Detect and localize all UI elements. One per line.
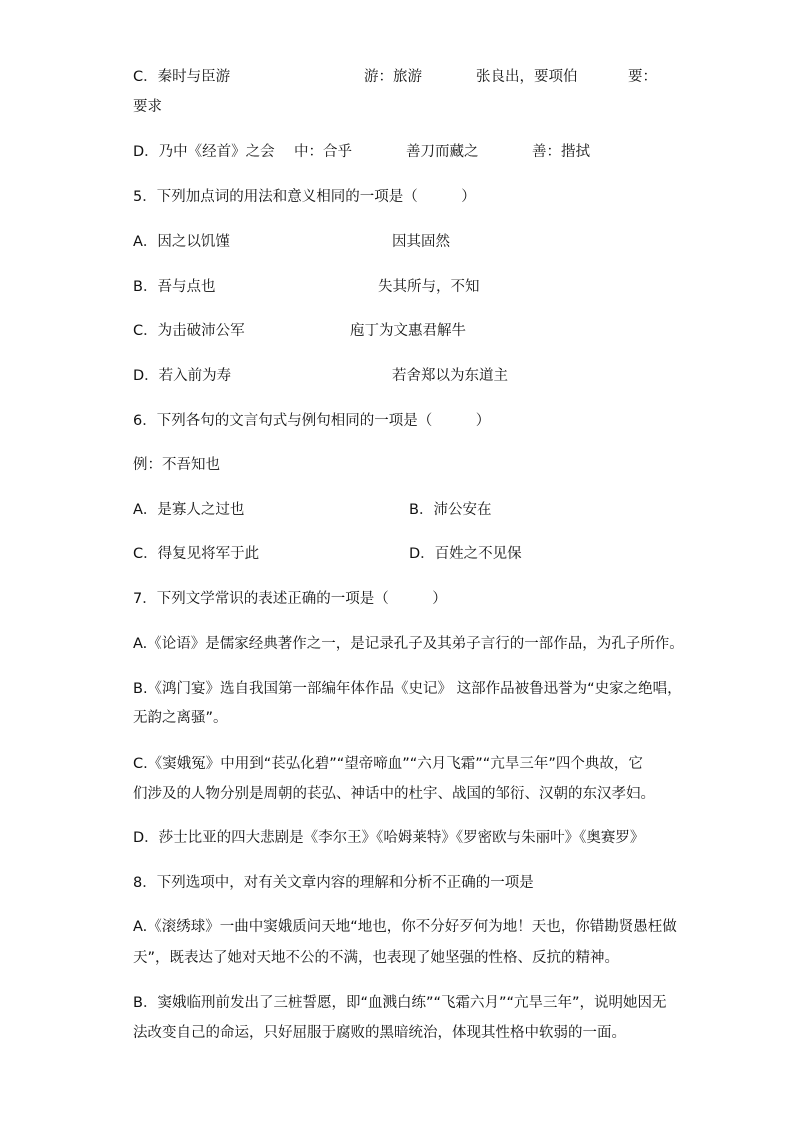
- q6-option-b: B．沛公安在: [409, 502, 492, 518]
- q6-stem: 6．下列各句的文言句式与例句相同的一项是（ ）: [133, 413, 491, 429]
- q8-option-b-line2: 法改变自己的命运，只好屈服于腐败的黑暗统治，体现其性格中软弱的一面。: [133, 1025, 626, 1041]
- q5-option-a-compare: 因其固然: [392, 234, 450, 250]
- q5-option-b: B．吾与点也: [133, 279, 216, 295]
- q8-option-a-line1: A.《滚绣球》一曲中窦娥质问天地“地也，你不分好歹何为地！天也，你错勘贤愚枉做: [133, 919, 677, 935]
- q5-option-c: C．为击破沛公军: [133, 323, 245, 339]
- q7-option-b-line1: B.《鸿门宴》选自我国第一部编年体作品《史记》 这部作品被鲁迅誉为“史家之绝唱，: [133, 681, 682, 697]
- q4-option-d-label: D．乃中《经首》之会: [133, 144, 275, 160]
- q6-option-d: D．百姓之不见保: [409, 546, 522, 562]
- q8-stem: 8．下列选项中，对有关文章内容的理解和分析不正确的一项是: [133, 875, 534, 891]
- q7-option-b-line2: 无韵之离骚”。: [133, 710, 228, 726]
- q4-option-d-sentence2: 善刀而藏之: [406, 144, 479, 160]
- q7-option-a: A.《论语》是儒家经典著作之一，是记录孔子及其弟子言行的一部作品，为孔子所作。: [133, 636, 684, 652]
- q7-option-d: D．莎士比亚的四大悲剧是《李尔王》《哈姆莱特》《罗密欧与朱丽叶》《奥赛罗》: [133, 830, 645, 846]
- q5-option-a: A．因之以饥馑: [133, 234, 230, 250]
- q4-option-d-gloss1: 中：合乎: [294, 144, 352, 160]
- q6-option-a: A．是寡人之过也: [133, 502, 245, 518]
- q4-option-c-label: C．秦时与臣游: [133, 69, 231, 85]
- q7-option-c-line2: 们涉及的人物分别是周朝的苌弘、神话中的杜宇、战国的邹衍、汉朝的东汉孝妇。: [133, 786, 655, 802]
- q5-option-d: D．若入前为寿: [133, 368, 232, 384]
- q5-option-d-compare: 若舍郑以为东道主: [392, 368, 508, 384]
- q7-option-c-line1: C.《窦娥冤》中用到“苌弘化碧”“望帝啼血”“六月飞霜”“亢旱三年”四个典故，它: [133, 756, 643, 772]
- q4-option-c-gloss1: 游：旅游: [364, 69, 422, 85]
- q5-option-b-compare: 失其所与，不知: [378, 279, 480, 295]
- q4-option-c-gloss2-tail: 要求: [133, 99, 162, 115]
- q4-option-c-sentence2: 张良出，要项伯: [476, 69, 578, 85]
- q8-option-b-line1: B．窦娥临刑前发出了三桩誓愿，即“血溅白练”“飞霜六月”“亢旱三年”，说明她因无: [133, 995, 667, 1011]
- q4-option-c-gloss2-head: 要：: [628, 69, 657, 85]
- q5-option-c-compare: 庖丁为文惠君解牛: [350, 323, 466, 339]
- q8-option-a-line2: 天”，既表达了她对天地不公的不满，也表现了她坚强的性格、反抗的精神。: [133, 950, 620, 966]
- q4-option-d-gloss2: 善：揩拭: [532, 144, 590, 160]
- q5-stem: 5．下列加点词的用法和意义相同的一项是（ ）: [133, 189, 476, 205]
- q6-example: 例：不吾知也: [133, 457, 220, 473]
- q7-stem: 7．下列文学常识的表述正确的一项是（ ）: [133, 591, 447, 607]
- q6-option-c: C．得复见将军于此: [133, 546, 260, 562]
